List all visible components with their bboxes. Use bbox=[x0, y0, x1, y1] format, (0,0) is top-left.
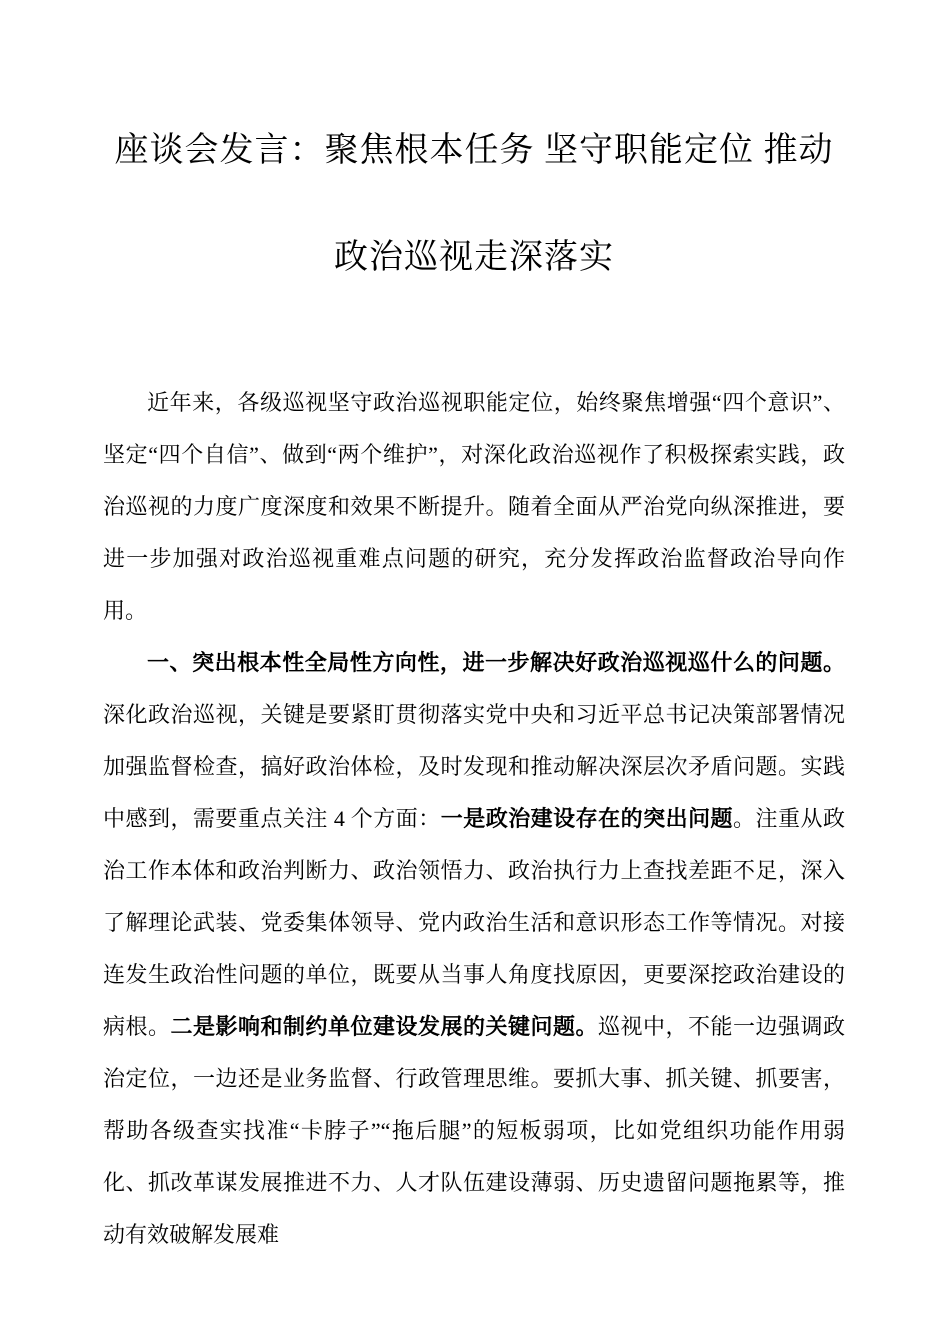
paragraph-1 bbox=[103, 377, 845, 637]
text-run: 深化政治巡视，关键是要紧盯贯彻落实党中央和习近平总书记决策部署情况加强监督检查，搞好政治体检，及时发现和推动解决深层次矛盾问题。实践中感到，需要重点关注 4 个方面： bbox=[103, 702, 845, 831]
document-title-line-1: 座谈会发言：聚焦根本任务 坚守职能定位 推动 bbox=[114, 132, 834, 169]
text-run-bold: 二是影响和制约单位建设发展的关键问题。 bbox=[170, 1014, 598, 1039]
paragraph-2 bbox=[103, 637, 845, 1261]
document-body bbox=[103, 377, 845, 1261]
text-run: 近年来，各级巡视坚守政治巡视职能定位，始终聚焦增强“四个意识”、坚定“四个自信”、做到“两个维护”，对深化政治巡视作了积极探索实践，政治巡视的力度广度深度和效果不断提升。随着全面从严治党向纵深推进，要进一步加强对政治巡视重难点问题的研究，充分发挥政治监督政治导向作用。 bbox=[103, 390, 845, 623]
text-run: 。注重从政治工作本体和政治判断力、政治领悟力、政治执行力上查找差距不足，深入了解理论武装、党委集体领导、党内政治生活和意识形态工作等情况。对接连发生政治性问题的单位，既要从当事人角度找原因，更要深挖政治建设的病根。 bbox=[103, 806, 845, 1039]
document-title bbox=[103, 97, 845, 311]
text-run: 巡视中，不能一边强调政治定位，一边还是业务监督、行政管理思维。要抓大事、抓关键、抓要害，帮助各级查实找准“卡脖子”“拖后腿”的短板弱项，比如党组织功能作用弱化、抓改革谋发展推进不力、人才队伍建设薄弱、历史遗留问题拖累等，推动有效破解发展难 bbox=[103, 1014, 845, 1247]
text-run-bold: 一是政治建设存在的突出问题 bbox=[440, 806, 734, 831]
document-title-line-2: 政治巡视走深落实 bbox=[334, 239, 614, 276]
text-run-bold: 一、突出根本性全局性方向性，进一步解决好政治巡视巡什么的问题。 bbox=[147, 650, 845, 675]
document-content bbox=[0, 97, 950, 1261]
